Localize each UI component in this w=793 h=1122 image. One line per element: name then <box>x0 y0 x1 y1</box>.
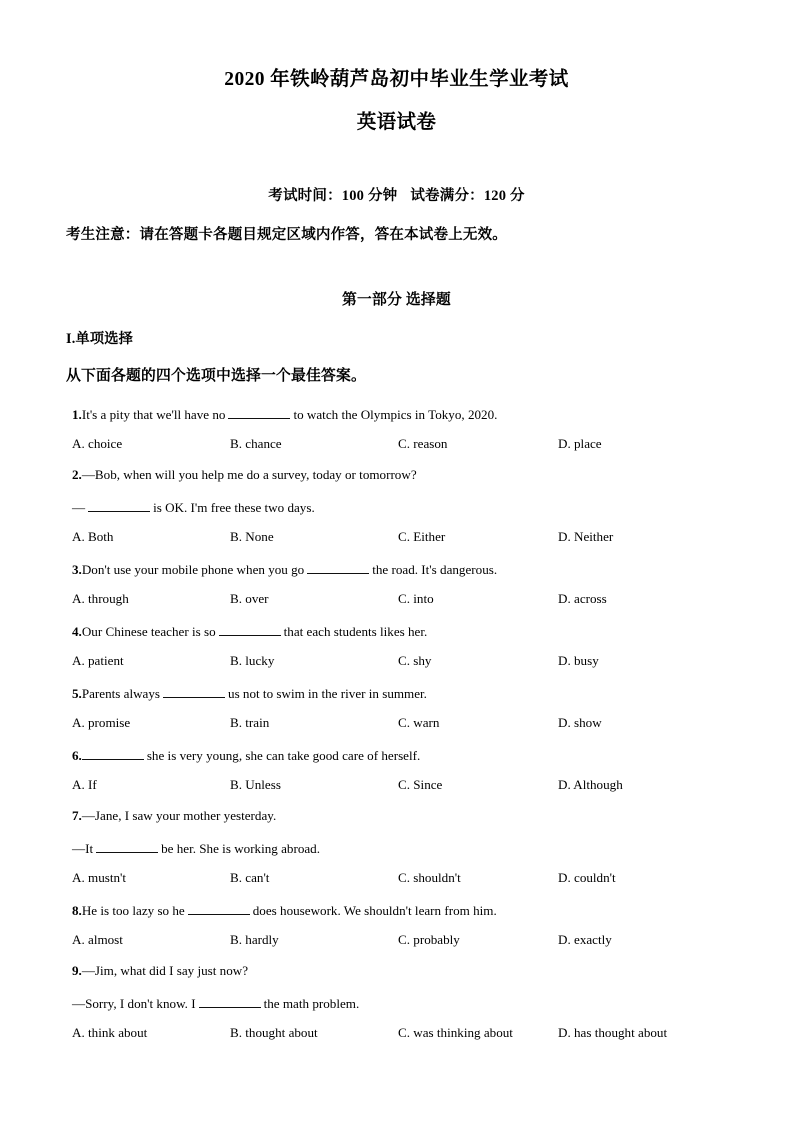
option-d[interactable]: D. across <box>558 590 607 606</box>
answer-blank[interactable] <box>82 747 144 760</box>
answer-blank[interactable] <box>307 561 369 574</box>
answer-blank[interactable] <box>188 902 250 915</box>
option-b[interactable]: B. can't <box>230 869 270 885</box>
option-a[interactable]: A. mustn't <box>72 869 127 885</box>
option-d[interactable]: D. busy <box>558 652 599 668</box>
stem-before-blank: Parents always <box>81 685 161 701</box>
question-number: 7. <box>72 807 82 823</box>
option-row <box>0 437 793 468</box>
answer-blank[interactable] <box>96 840 158 853</box>
question-stem <box>0 747 793 778</box>
option-b[interactable]: B. hardly <box>230 931 279 947</box>
option-row <box>0 933 793 964</box>
question-stem <box>0 406 793 437</box>
part-title: 第一部分 选择题 <box>342 291 451 308</box>
question-block <box>0 747 793 809</box>
stem-before-blank: It's a pity that we'll have no <box>81 406 226 422</box>
reply-before-blank: —Sorry, I don't know. I <box>72 995 196 1011</box>
answer-blank[interactable] <box>219 623 281 636</box>
option-c[interactable]: C. Since <box>398 776 443 792</box>
stem-after-blank: us not to swim in the river in summer. <box>228 685 427 701</box>
option-b[interactable]: B. Unless <box>230 776 281 792</box>
option-b[interactable]: B. chance <box>230 435 282 451</box>
question-block <box>0 902 793 964</box>
dialogue-prompt: —Jane, I saw your mother yesterday. <box>81 807 277 823</box>
question-number: 4. <box>72 623 82 639</box>
page-subtitle: 英语试卷 <box>356 112 437 134</box>
question-number: 5. <box>72 685 82 701</box>
option-d[interactable]: D. has thought about <box>558 1024 668 1040</box>
option-row <box>0 1026 793 1057</box>
option-a[interactable]: A. Both <box>72 528 114 544</box>
question-prompt <box>0 964 793 995</box>
answer-blank[interactable] <box>163 685 225 698</box>
candidate-notice: 考生注意：请在答题卡各题目规定区域内作答，答在本试卷上无效。 <box>66 226 507 243</box>
stem-after-blank: she is very young, she can take good care of herself. <box>146 747 421 763</box>
question-stem <box>0 685 793 716</box>
dialogue-prompt: —Bob, when will you help me do a survey, today or tomorrow? <box>81 466 417 482</box>
question-block <box>0 406 793 468</box>
option-row <box>0 530 793 561</box>
answer-blank[interactable] <box>228 406 290 419</box>
option-c[interactable]: C. reason <box>398 435 448 451</box>
option-d[interactable]: D. couldn't <box>558 869 616 885</box>
question-number: 9. <box>72 962 82 978</box>
question-reply <box>0 840 793 871</box>
section-heading: I.单项选择 <box>66 330 134 347</box>
option-row <box>0 778 793 809</box>
answer-blank[interactable] <box>88 499 150 512</box>
option-row <box>0 592 793 623</box>
exam-time-label: 考试时间：100 分钟 <box>268 187 398 204</box>
question-reply <box>0 499 793 530</box>
question-block <box>0 964 793 1057</box>
stem-after-blank: the road. It's dangerous. <box>372 561 498 577</box>
option-a[interactable]: A. through <box>72 590 129 606</box>
option-c[interactable]: C. warn <box>398 714 440 730</box>
option-a[interactable]: A. patient <box>72 652 124 668</box>
section-instruction: 从下面各题的四个选项中选择一个最佳答案。 <box>66 367 366 384</box>
option-b[interactable]: B. over <box>230 590 269 606</box>
option-d[interactable]: D. Neither <box>558 528 614 544</box>
option-d[interactable]: D. place <box>558 435 602 451</box>
option-d[interactable]: D. exactly <box>558 931 612 947</box>
stem-after-blank: does housework. We shouldn't learn from him. <box>252 902 497 918</box>
question-number: 2. <box>72 466 82 482</box>
exam-meta-line <box>0 136 793 205</box>
total-score-label: 试卷满分：120 分 <box>410 187 525 204</box>
question-prompt <box>0 809 793 840</box>
option-c[interactable]: C. into <box>398 590 434 606</box>
question-block <box>0 623 793 685</box>
reply-after-blank: is OK. I'm free these two days. <box>153 499 315 515</box>
question-block <box>0 809 793 902</box>
stem-after-blank: to watch the Olympics in Tokyo, 2020. <box>293 406 498 422</box>
stem-before-blank: Our Chinese teacher is so <box>81 623 216 639</box>
stem-after-blank: that each students likes her. <box>283 623 428 639</box>
question-stem <box>0 623 793 654</box>
reply-before-blank: — <box>72 499 86 515</box>
question-number: 3. <box>72 561 82 577</box>
option-b[interactable]: B. None <box>230 528 274 544</box>
reply-after-blank: the math problem. <box>263 995 360 1011</box>
option-c[interactable]: C. was thinking about <box>398 1024 513 1040</box>
option-b[interactable]: B. lucky <box>230 652 275 668</box>
stem-before-blank: Don't use your mobile phone when you go <box>81 561 305 577</box>
stem-before-blank: He is too lazy so he <box>81 902 185 918</box>
option-row <box>0 654 793 685</box>
question-number: 6. <box>72 747 82 763</box>
question-prompt <box>0 468 793 499</box>
option-c[interactable]: C. shouldn't <box>398 869 461 885</box>
question-list <box>0 385 793 1057</box>
option-b[interactable]: B. train <box>230 714 270 730</box>
question-block <box>0 468 793 561</box>
option-a[interactable]: A. promise <box>72 714 131 730</box>
question-number: 8. <box>72 902 82 918</box>
option-d[interactable]: D. Although <box>558 776 623 792</box>
option-row <box>0 716 793 747</box>
option-a[interactable]: A. think about <box>72 1024 148 1040</box>
reply-before-blank: —It <box>72 840 94 856</box>
option-a[interactable]: A. almost <box>72 931 123 947</box>
option-a[interactable]: A. If <box>72 776 97 792</box>
option-d[interactable]: D. show <box>558 714 602 730</box>
question-reply <box>0 995 793 1026</box>
option-c[interactable]: C. probably <box>398 931 460 947</box>
question-number: 1. <box>72 406 82 422</box>
question-stem <box>0 561 793 592</box>
question-stem <box>0 902 793 933</box>
option-c[interactable]: C. shy <box>398 652 432 668</box>
answer-blank[interactable] <box>199 995 261 1008</box>
option-row <box>0 871 793 902</box>
option-b[interactable]: B. thought about <box>230 1024 318 1040</box>
option-c[interactable]: C. Either <box>398 528 446 544</box>
dialogue-prompt: —Jim, what did I say just now? <box>81 962 249 978</box>
page-title: 2020 年铁岭葫芦岛初中毕业生学业考试 <box>224 69 569 90</box>
question-block <box>0 561 793 623</box>
option-a[interactable]: A. choice <box>72 435 123 451</box>
question-block <box>0 685 793 747</box>
reply-after-blank: be her. She is working abroad. <box>161 840 321 856</box>
